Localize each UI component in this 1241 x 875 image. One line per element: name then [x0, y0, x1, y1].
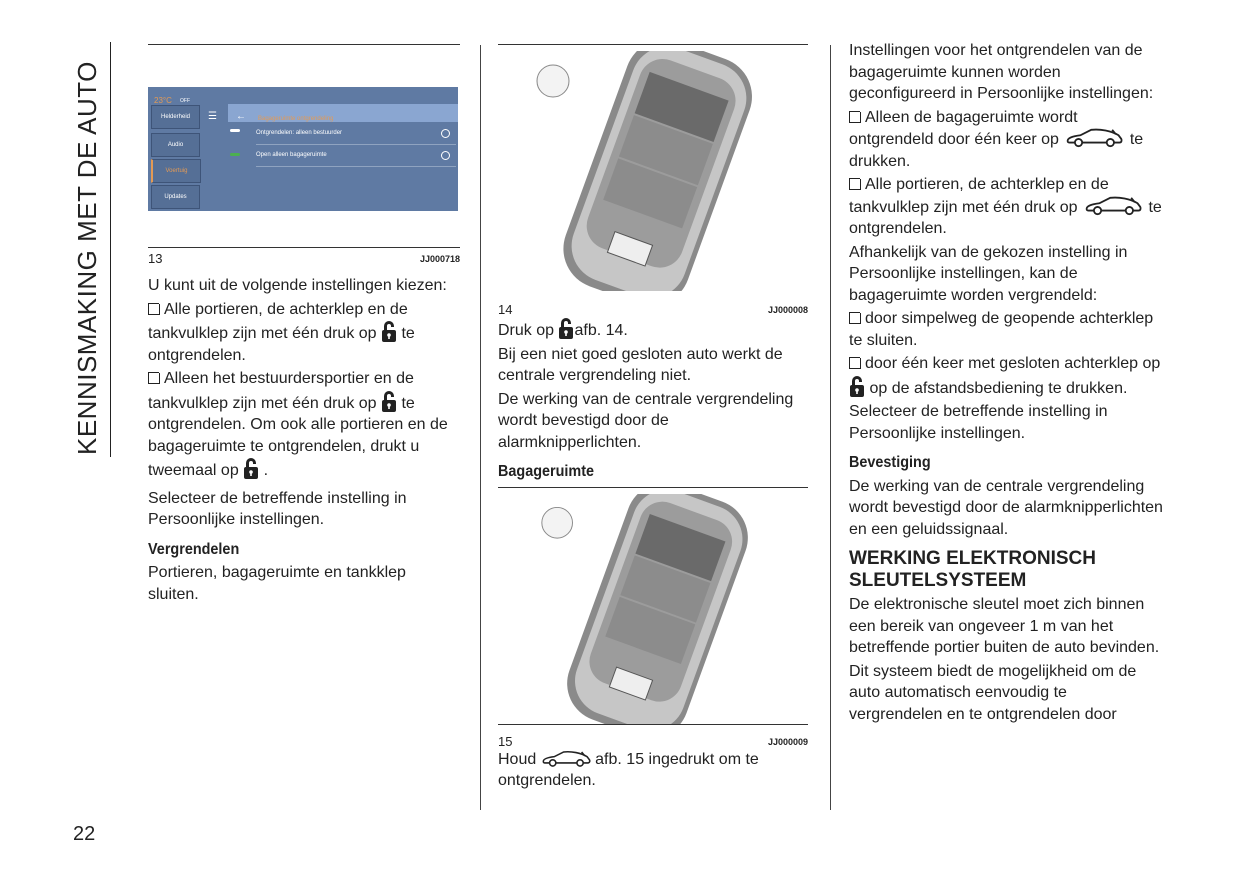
paragraph: Bij een niet goed gesloten auto werkt de centrale vergrendeling niet.	[498, 345, 783, 384]
option-item: door één keer met gesloten achterklep op op de afstandsbediening te drukken.	[849, 353, 1164, 399]
option-item: Alle portieren, de achterklep en de tankvulklep zijn met één druk op te ontgrendelen.	[148, 300, 415, 364]
divider	[498, 724, 808, 725]
column-2	[498, 44, 808, 794]
car-trunk-icon	[1082, 196, 1144, 216]
car-trunk-icon	[541, 750, 591, 768]
heading-elektronisch-sleutelsysteem: WERKING ELEKTRONISCH SLEUTELSYSTEEM	[849, 548, 1096, 591]
checkbox-icon	[849, 111, 861, 123]
key-fob-figure-15	[498, 494, 808, 724]
settings-header	[228, 104, 458, 122]
temperature: 23°C	[154, 96, 172, 105]
toggle-off-icon	[230, 129, 240, 132]
paragraph: Instellingen voor het ontgrendelen van de bagageruimte kunnen worden geconfigureerd in Persoonlijke instellingen:	[849, 42, 1154, 102]
checkbox-icon	[849, 357, 861, 369]
paragraph: Druk op afb. 14.	[498, 317, 808, 342]
paragraph: De elektronische sleutel moet zich binnen een bereik van ongeveer 1 m van het betreffende portier buiten de auto bevinden.	[849, 596, 1160, 656]
temperature-state: OFF	[180, 98, 190, 104]
paragraph: De werking van de centrale vergrendeling wordt bevestigd door de alarmknipperlichten.	[498, 390, 794, 451]
lock-icon	[243, 457, 259, 479]
figure-13-screen	[148, 87, 458, 211]
figure-caption: 14 JJ000008	[498, 302, 808, 317]
option-item: Alleen het bestuurdersportier en de tankvulklep zijn met één druk op te ontgrendelen. Om ook alle portieren en de bagageruimte te ontgrendelen, drukt u tweemaal op .	[148, 370, 448, 479]
tab-voertuig: Voertuig	[151, 159, 201, 183]
car-trunk-icon	[1063, 128, 1125, 148]
lock-icon	[381, 320, 397, 342]
heading-bagageruimte: Bagageruimte	[498, 463, 595, 480]
paragraph: Afhankelijk van de gekozen instelling in Persoonlijke instellingen, kan de bagageruimte worden vergrendeld:	[849, 243, 1128, 304]
lock-icon	[849, 375, 865, 397]
checkbox-icon	[849, 178, 861, 190]
option-item: Alleen de bagageruimte wordt ontgrendeld door één keer op te drukken.	[849, 108, 1144, 170]
paragraph: Portieren, bagageruimte en tankklep sluiten.	[148, 564, 406, 603]
checkbox-icon	[849, 312, 861, 324]
option-item: door simpelweg de geopende achterklep te sluiten.	[849, 310, 1154, 349]
paragraph: De werking van de centrale vergrendeling wordt bevestigd door de alarmknipperlichten en een geluidssignaal.	[849, 477, 1163, 538]
setting-row: Ontgrendelen: alleen bestuurder	[256, 124, 456, 145]
toggle-on-icon	[230, 153, 240, 156]
menu-icon: ☰	[208, 111, 217, 122]
option-item: Alle portieren, de achterklep en de tankvulklep zijn met één druk op te ontgrendelen.	[849, 176, 1162, 237]
paragraph: Selecteer de betreffende instelling in Persoonlijke instellingen.	[148, 489, 407, 528]
heading-vergrendelen: Vergrendelen	[148, 540, 240, 558]
page-number: 22	[73, 823, 96, 845]
paragraph: U kunt uit de volgende instellingen kiezen:	[148, 277, 447, 294]
setting-row: Open alleen bagageruimte	[256, 146, 456, 167]
divider	[498, 44, 808, 45]
divider	[148, 44, 460, 45]
checkbox-icon	[148, 303, 160, 315]
figure-caption: 13 JJ000718	[148, 251, 460, 266]
paragraph: Selecteer de betreffende instelling in Persoonlijke instellingen.	[849, 403, 1108, 442]
column-divider	[830, 45, 831, 810]
back-arrow-icon: ←	[236, 111, 246, 122]
tab-audio: Audio	[151, 133, 200, 157]
divider	[498, 487, 808, 488]
divider	[110, 42, 111, 457]
divider	[148, 247, 460, 248]
settings-header-title: Bagageruimte ontgrendeling	[258, 116, 334, 122]
column-3	[849, 40, 1164, 727]
info-icon	[441, 151, 450, 160]
figure-caption: 15 JJ000009	[498, 733, 808, 749]
tab-helderheid: Helderheid	[151, 105, 200, 129]
tab-updates: Updates	[151, 185, 200, 209]
heading-bevestiging: Bevestiging	[849, 454, 931, 471]
key-fob-figure-14	[498, 51, 808, 291]
info-icon	[441, 129, 450, 138]
paragraph: Houd afb. 15 ingedrukt om te ontgrendelen.	[498, 750, 759, 789]
lock-icon	[558, 317, 574, 339]
column-divider	[480, 45, 481, 810]
lock-icon	[381, 390, 397, 412]
paragraph: Dit systeem biedt de mogelijkheid om de auto automatisch eenvoudig te vergrendelen en te ontgrendelen door	[849, 662, 1137, 723]
checkbox-icon	[148, 372, 160, 384]
section-title: KENNISMAKING MET DE AUTO	[72, 61, 102, 455]
column-1	[148, 44, 460, 607]
